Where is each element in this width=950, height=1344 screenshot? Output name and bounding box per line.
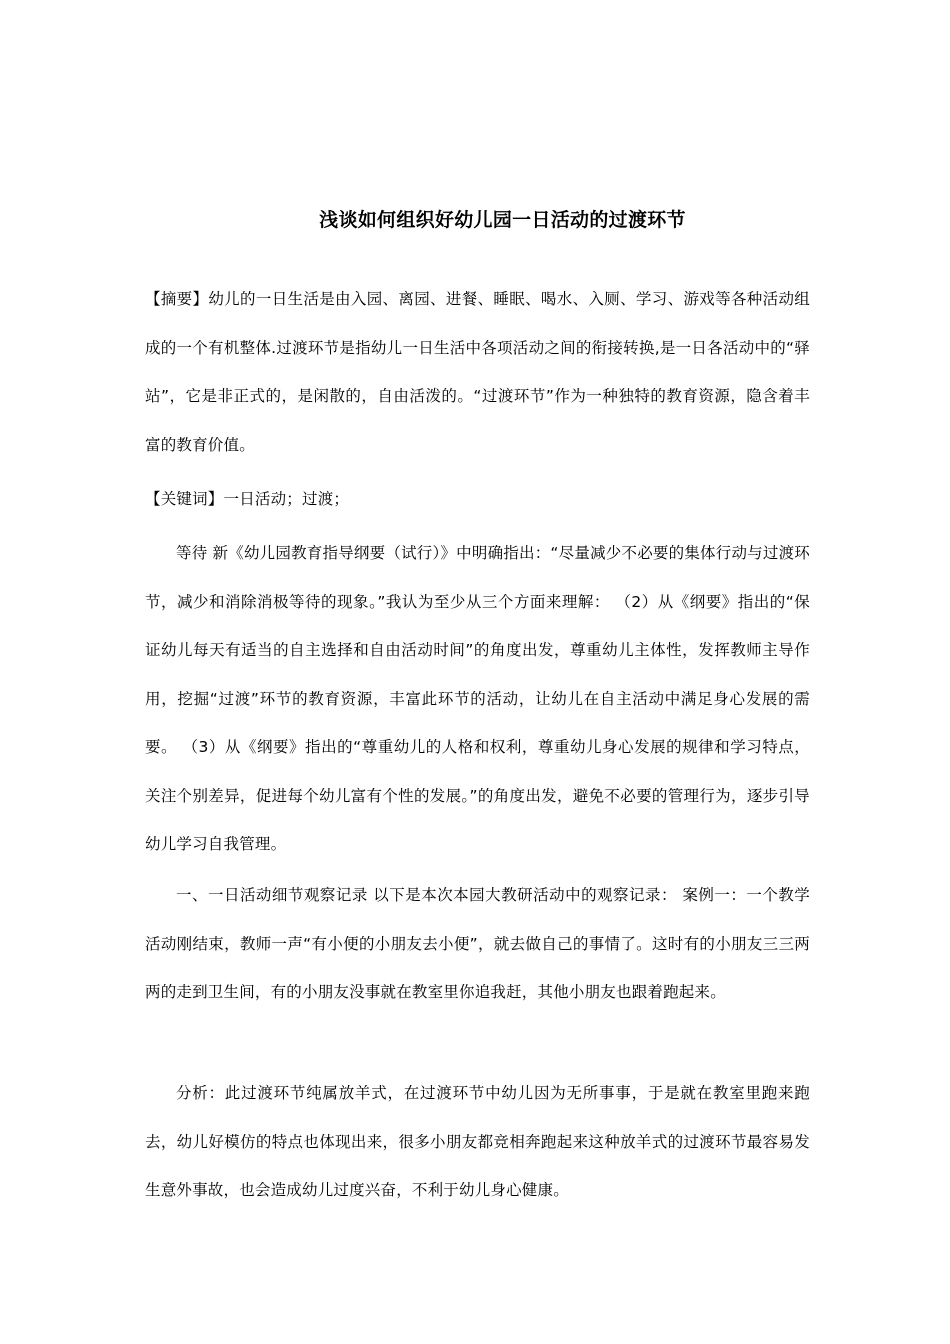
keywords-paragraph: 【关键词】一日活动；过渡； — [145, 490, 350, 508]
body-paragraph: 等待 新《幼儿园教育指导纲要（试行）》中明确指出：“尽量减少不必要的集体行动与过渡环节，减少和消除消极等待的现象。”我认为至少从三个方面来理解： （2）从《纲要》指出的“保证幼儿每天有适当的自主选择和自由活动时间”的角度出发，尊重幼儿主体性，发挥教师主导作用，挖掘“过渡”环节的教育资源，丰富此环节的活动，让幼儿在自主活动中满足身心发展的需要。 （3）从《纲要》指出的“尊重幼儿的人格和权利，尊重幼儿身心发展的规律和学习特点，关注个别差异，促进每个幼儿富有个性的发展。”的角度出发，避免不必要的管理行为，逐步引导幼儿学习自我管理。 — [145, 544, 810, 853]
document-title: 浅谈如何组织好幼儿园一日活动的过渡环节 — [319, 209, 686, 231]
abstract-paragraph: 【摘要】幼儿的一日生活是由入园、离园、进餐、睡眠、喝水、入厕、学习、游戏等各种活动组成的一个有机整体.过渡环节是指幼儿一日生活中各项活动之间的衔接转换,是一日各活动中的“驿站”，它是非正式的，是闲散的，自由活泼的。“过渡环节”作为一种独特的教育资源，隐含着丰富的教育价值。 — [145, 290, 810, 454]
body-paragraph: 分析：此过渡环节纯属放羊式，在过渡环节中幼儿因为无所事事，于是就在教室里跑来跑去，幼儿好模仿的特点也体现出来，很多小朋友都竞相奔跑起来这种放羊式的过渡环节最容易发生意外事故，也会造成幼儿过度兴奋，不利于幼儿身心健康。 — [145, 1084, 810, 1199]
body-paragraph: 一、一日活动细节观察记录 以下是本次本园大教研活动中的观察记录： 案例一：一个教学活动刚结束，教师一声“有小便的小朋友去小便”，就去做自己的事情了。这时有的小朋友三三两两的走到卫生间，有的小朋友没事就在教室里你追我赶，其他小朋友也跟着跑起来。 — [145, 886, 810, 1001]
